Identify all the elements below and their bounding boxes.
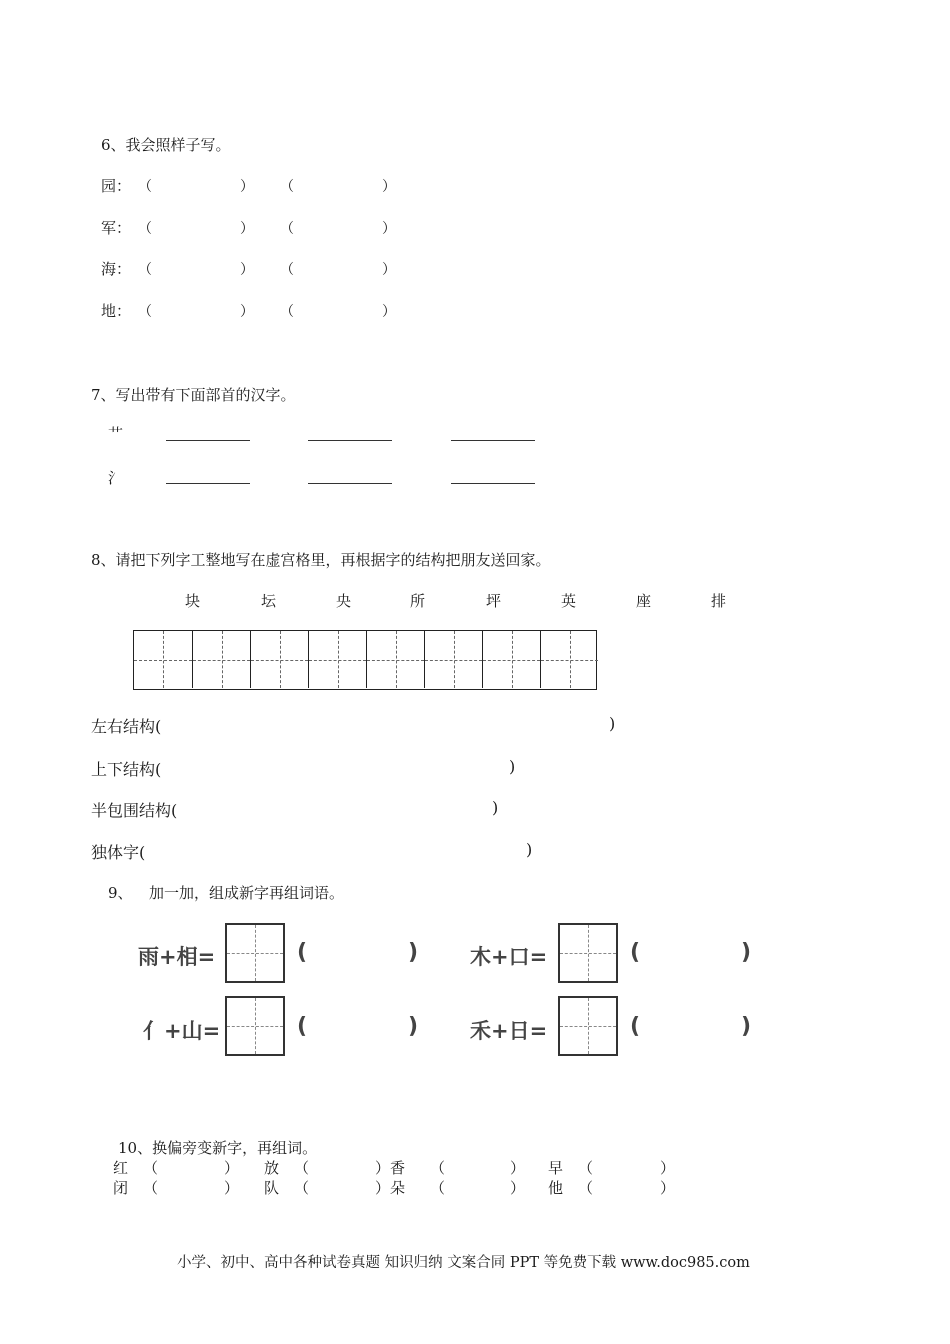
grid-cell[interactable] [192,631,250,688]
q8-title: 8、请把下列字工整地写在虚宫格里，再根据字的结构把朋友送回家。 [91,551,551,569]
paren-close: ） [240,262,254,278]
formula: 木+口= [470,945,548,969]
paren-open: （ [280,179,294,195]
answer-line [166,440,250,441]
paren-open: （ [294,1179,310,1197]
paren-close: ） [660,1179,676,1197]
q10-char: 早 [548,1159,564,1177]
paren-open: （ [294,1159,310,1177]
paren-close: ） [240,179,254,195]
q8-char: 座 [636,592,652,610]
q8-char: 排 [711,592,727,610]
paren-open: （ [138,179,152,195]
paren-close: ） [240,304,254,320]
answer-box[interactable] [558,923,618,983]
formula: 雨+相= [138,945,216,969]
paren-open: （ [143,1179,159,1197]
structure-close: ) [609,714,616,733]
q6-char: 海： [101,260,132,278]
paren-open: （ [143,1159,159,1177]
paren-open: （ [430,1159,446,1177]
paren-close: ） [510,1159,526,1177]
q8-char: 所 [410,592,426,610]
answer-line [308,440,392,441]
structure-label: 半包围结构( [91,801,178,820]
paren-open: ( [297,940,308,965]
footer-text: 小学、初中、高中各种试卷真题 知识归纳 文案合同 PPT 等免费下载 www.doc985.com [177,1255,750,1271]
paren-close: ） [382,262,396,278]
q6-char: 园： [101,177,132,195]
paren-open: （ [138,262,152,278]
q8-char: 央 [336,592,352,610]
paren-close: ) [408,1014,419,1039]
structure-label: 上下结构( [91,760,162,779]
paren-close: ） [240,221,254,237]
paren-open: （ [280,304,294,320]
paren-close: ) [741,1014,752,1039]
answer-line [166,483,250,484]
q7-title: 7、写出带有下面部首的汉字。 [91,386,296,404]
q8-char: 英 [561,592,577,610]
structure-close: ) [526,840,533,859]
paren-close: ) [741,940,752,965]
paren-close-char: ）香 [375,1159,406,1177]
radical-shui: 氵 [108,469,124,487]
paren-open: （ [280,221,294,237]
q8-char: 坛 [261,592,277,610]
answer-line [308,483,392,484]
grid-cell[interactable] [482,631,540,688]
answer-box[interactable] [225,996,285,1056]
answer-box[interactable] [558,996,618,1056]
q6-title: 6、我会照样子写。 [101,136,231,154]
q9-title: 加一加，组成新字再组词语。 [149,884,345,902]
q6-char: 地： [101,302,132,320]
formula: 禾+日= [470,1019,548,1043]
paren-open: （ [280,262,294,278]
paren-open: （ [578,1159,594,1177]
grid-cell[interactable] [366,631,424,688]
paren-close-char: ）朵 [375,1179,406,1197]
paren-close: ） [382,304,396,320]
q6-char: 军： [101,219,132,237]
paren-close: ） [382,221,396,237]
q10-char: 他 [548,1179,564,1197]
paren-close: ） [224,1159,240,1177]
paren-close: ） [660,1159,676,1177]
q10-char: 闭 [113,1179,129,1197]
paren-close: ） [224,1179,240,1197]
paren-open: ( [630,1014,641,1039]
paren-open: （ [138,304,152,320]
structure-close: ) [509,757,516,776]
paren-open: ( [630,940,641,965]
grid-cell[interactable] [134,631,192,688]
structure-label: 独体字( [91,843,146,862]
paren-open: （ [578,1179,594,1197]
grid-cell[interactable] [424,631,482,688]
paren-open: （ [430,1179,446,1197]
tian-grid[interactable] [133,630,597,690]
paren-open: （ [138,221,152,237]
paren-close: ） [382,179,396,195]
q9-number: 9、 [108,884,133,902]
formula: 亻+山= [143,1019,221,1043]
grid-cell[interactable] [540,631,598,688]
structure-label: 左右结构( [91,717,162,736]
radical-cao: 艹 [108,425,124,443]
q10-char: 红 [113,1159,129,1177]
answer-box[interactable] [225,923,285,983]
q10-char: 放 [264,1159,280,1177]
answer-line [451,440,535,441]
q8-char: 块 [185,592,201,610]
answer-line [451,483,535,484]
structure-close: ) [492,798,499,817]
paren-close: ) [408,940,419,965]
q10-title: 10、换偏旁变新字，再组词。 [118,1139,318,1157]
paren-close: ） [510,1179,526,1197]
grid-cell[interactable] [308,631,366,688]
q10-char: 队 [264,1179,280,1197]
paren-open: ( [297,1014,308,1039]
grid-cell[interactable] [250,631,308,688]
q8-char: 坪 [486,592,502,610]
